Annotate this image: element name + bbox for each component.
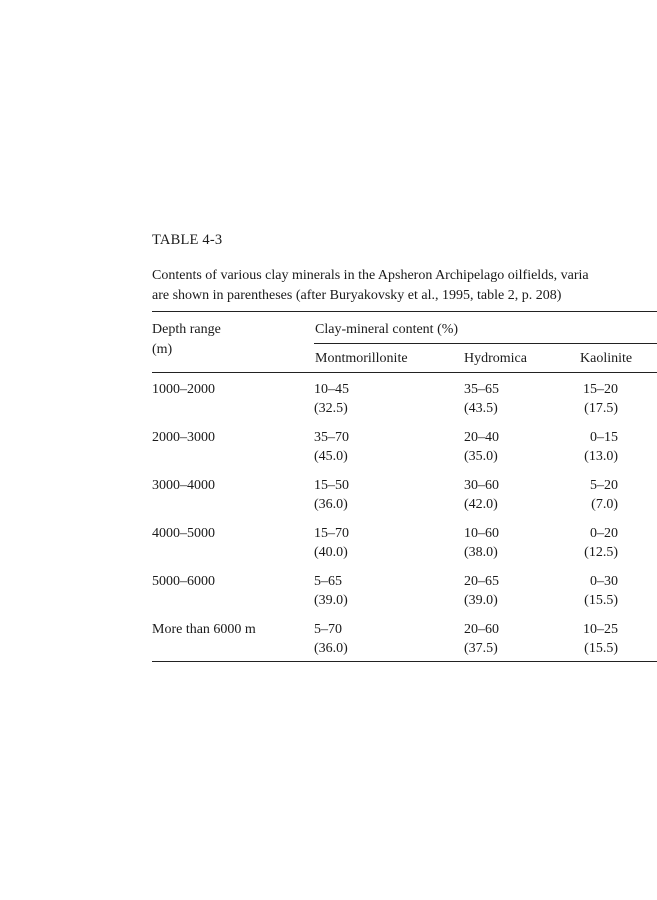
table-row	[0, 428, 657, 468]
table-row	[0, 380, 657, 420]
kaolinite-average: (13.0)	[584, 449, 618, 464]
hydromica-average: (37.5)	[464, 641, 498, 656]
hydromica-range: 20–65	[464, 574, 499, 589]
table-row	[0, 572, 657, 612]
montmorillonite-range: 5–65	[314, 574, 342, 589]
montmorillonite-average: (40.0)	[314, 545, 348, 560]
table-row	[0, 524, 657, 564]
kaolinite-range: 15–20	[583, 382, 618, 397]
kaolinite-range: 0–15	[590, 430, 618, 445]
header-group-rule	[314, 343, 657, 344]
montmorillonite-average: (39.0)	[314, 593, 348, 608]
kaolinite-range: 10–25	[583, 622, 618, 637]
hydromica-range: 10–60	[464, 526, 499, 541]
montmorillonite-average: (45.0)	[314, 449, 348, 464]
header-clay-mineral-content: Clay-mineral content (%)	[315, 322, 459, 337]
hydromica-range: 20–60	[464, 622, 499, 637]
hydromica-average: (35.0)	[464, 449, 498, 464]
header-hydromica: Hydromica	[464, 351, 527, 366]
header-kaolinite: Kaolinite	[580, 351, 633, 366]
montmorillonite-average: (36.0)	[314, 497, 348, 512]
montmorillonite-range: 35–70	[314, 430, 349, 445]
kaolinite-range: 5–20	[590, 478, 618, 493]
kaolinite-average: (17.5)	[584, 401, 618, 416]
kaolinite-average: (15.5)	[584, 641, 618, 656]
table-row	[0, 476, 657, 516]
montmorillonite-average: (32.5)	[314, 401, 348, 416]
table-number: TABLE 4-3	[152, 232, 223, 248]
kaolinite-average: (15.5)	[584, 593, 618, 608]
hydromica-average: (43.5)	[464, 401, 498, 416]
kaolinite-average: (12.5)	[584, 545, 618, 560]
depth-cell: More than 6000 m	[152, 622, 256, 637]
table-row	[0, 620, 657, 660]
hydromica-range: 30–60	[464, 478, 499, 493]
montmorillonite-range: 5–70	[314, 622, 342, 637]
hydromica-range: 20–40	[464, 430, 499, 445]
hydromica-average: (42.0)	[464, 497, 498, 512]
kaolinite-average: (7.0)	[591, 497, 618, 512]
kaolinite-range: 0–20	[590, 526, 618, 541]
caption-line-1: Contents of various clay minerals in the Apsheron Archipelago oilfields, varia	[152, 268, 589, 283]
header-bottom-rule	[152, 372, 657, 373]
hydromica-range: 35–65	[464, 382, 499, 397]
depth-cell: 2000–3000	[152, 430, 215, 445]
hydromica-average: (39.0)	[464, 593, 498, 608]
header-depth-unit: (m)	[152, 342, 173, 357]
montmorillonite-range: 10–45	[314, 382, 349, 397]
depth-cell: 3000–4000	[152, 478, 215, 493]
montmorillonite-average: (36.0)	[314, 641, 348, 656]
depth-cell: 4000–5000	[152, 526, 215, 541]
depth-cell: 5000–6000	[152, 574, 215, 589]
hydromica-average: (38.0)	[464, 545, 498, 560]
header-montmorillonite: Montmorillonite	[315, 351, 408, 366]
montmorillonite-range: 15–70	[314, 526, 349, 541]
table-caption	[152, 266, 589, 306]
kaolinite-range: 0–30	[590, 574, 618, 589]
table-bottom-rule	[152, 661, 657, 662]
table-top-rule	[152, 311, 657, 312]
depth-cell: 1000–2000	[152, 382, 215, 397]
montmorillonite-range: 15–50	[314, 478, 349, 493]
header-depth-range: Depth range	[152, 322, 221, 337]
caption-line-2: are shown in parentheses (after Buryakovsky et al., 1995, table 2, p. 208)	[152, 288, 562, 303]
